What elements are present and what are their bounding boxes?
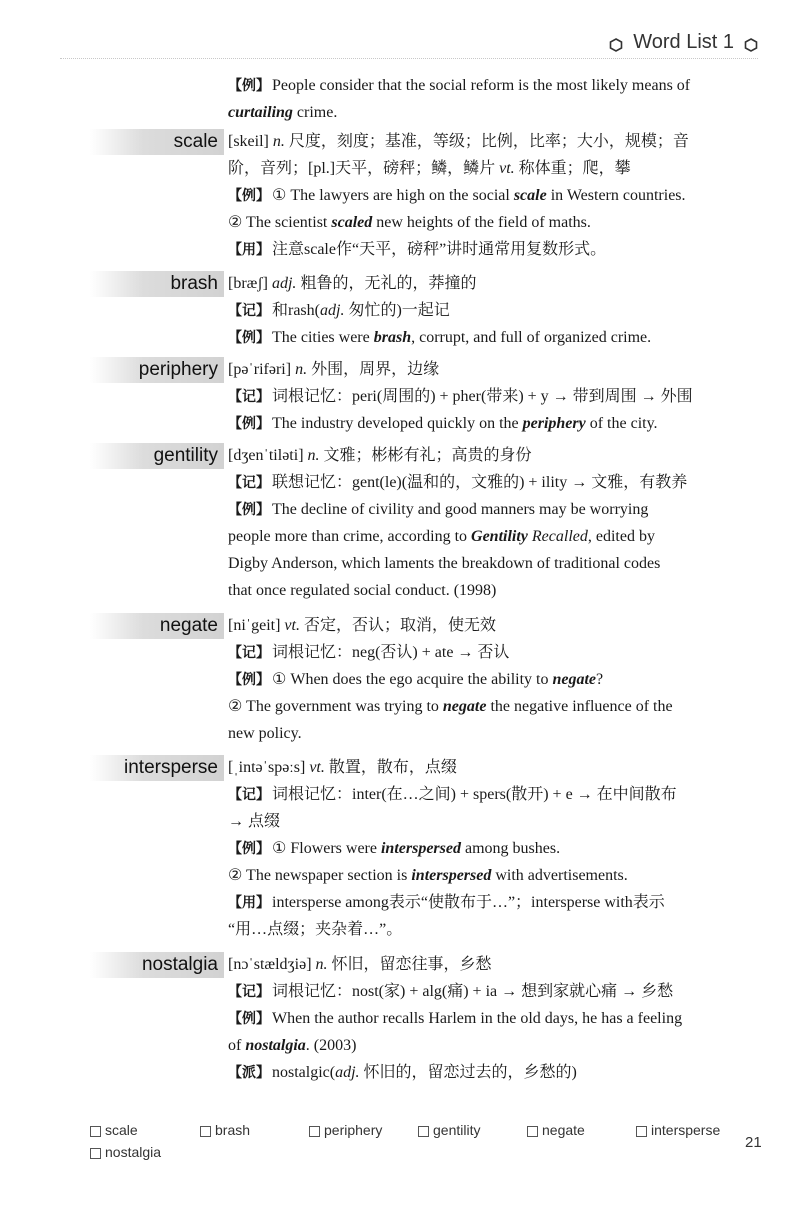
checkbox-icon[interactable]	[90, 1148, 101, 1159]
entry-line: [skeil] n. 尺度，刻度；基准，等级；比例，比率；大小，规模；音	[228, 133, 689, 150]
headword: intersperse	[90, 755, 224, 781]
headword: brash	[90, 271, 224, 297]
checkbox-icon[interactable]	[90, 1126, 101, 1137]
entry-line: [pəˈrifəri] n. 外围，周界，边缘	[228, 361, 440, 378]
entry-line: 【记】 词根记忆：inter(在…之间) + spers(散开) + e → 在中间散布	[228, 786, 677, 803]
entry-body	[228, 72, 754, 126]
checklist-item[interactable]: nostalgia	[90, 1144, 161, 1160]
entry-line: [ˌintəˈspəːs] vt. 散置，散布，点缀	[228, 759, 457, 776]
page-header	[609, 28, 758, 56]
entry-line: 【记】 词根记忆：neg(否认) + ate → 否认	[228, 644, 510, 661]
entry-line: 【派】 nostalgic(adj. 怀旧的，留恋过去的，乡愁的)	[228, 1064, 577, 1081]
entry-line: 【例】 ① When does the ego acquire the ability to negate?	[228, 671, 604, 688]
entry-line: “用…点缀；夹杂着…”。	[228, 921, 403, 938]
entry-line: new policy.	[228, 725, 302, 742]
entry-body	[228, 442, 754, 604]
entry-line: curtailing crime.	[228, 104, 338, 121]
entry-line: 【例】 People consider that the social reform is the most likely means of	[228, 77, 691, 94]
entry-line: 【用】 注意scale作“天平，磅秤”讲时通常用复数形式。	[228, 241, 607, 258]
entry-line: [bræʃ] adj. 粗鲁的，无礼的，莽撞的	[228, 275, 477, 292]
headword: scale	[90, 129, 224, 155]
entry-line: [niˈgeit] vt. 否定，否认；取消，使无效	[228, 617, 496, 634]
checkbox-icon[interactable]	[418, 1126, 429, 1137]
checklist-item[interactable]: brash	[200, 1122, 250, 1138]
entry-line: of nostalgia. (2003)	[228, 1037, 357, 1054]
entry-line: 【例】 The decline of civility and good manners may be worrying	[228, 501, 649, 518]
header-title: Word List 1	[633, 30, 734, 53]
entry-line: that once regulated social conduct. (1998)	[228, 582, 497, 599]
checkbox-icon[interactable]	[636, 1126, 647, 1137]
header-rule	[60, 58, 758, 59]
entry-line: 【记】 词根记忆：nost(家) + alg(痛) + ia → 想到家就心痛 → 乡愁	[228, 983, 674, 1000]
checklist-item[interactable]: scale	[90, 1122, 138, 1138]
entry-line: → 点缀	[228, 813, 281, 830]
entry-line: ② The newspaper section is interspersed with advertisements.	[228, 867, 628, 884]
entry-line: 【例】 ① The lawyers are high on the social scale in Western countries.	[228, 187, 686, 204]
entry-body	[228, 951, 754, 1086]
checkbox-icon[interactable]	[309, 1126, 320, 1137]
entry-line: 【例】 When the author recalls Harlem in the old days, he has a feeling	[228, 1010, 683, 1027]
headword: nostalgia	[90, 952, 224, 978]
entry-line: ② The scientist scaled new heights of the field of maths.	[228, 214, 591, 231]
checkbox-icon[interactable]	[527, 1126, 538, 1137]
headword: negate	[90, 613, 224, 639]
headword: gentility	[90, 443, 224, 469]
entry-line: 阶，音列；[pl.]天平，磅秤；鳞，鳞片 vt. 称体重；爬，攀	[228, 160, 631, 177]
checklist-item[interactable]: negate	[527, 1122, 585, 1138]
entry-line: 【记】 联想记忆：gent(le)(温和的，文雅的) + ility → 文雅，有教养	[228, 474, 688, 491]
entry-line: 【例】 The industry developed quickly on the periphery of the city.	[228, 415, 658, 432]
entry-line: [dʒenˈtiləti] n. 文雅；彬彬有礼；高贵的身份	[228, 447, 532, 464]
checklist-item[interactable]: periphery	[309, 1122, 382, 1138]
entry-body	[228, 270, 754, 351]
page-number: 21	[745, 1134, 762, 1151]
entry-line: Digby Anderson, which laments the breakdown of traditional codes	[228, 555, 661, 572]
entry-body	[228, 356, 754, 437]
entry-line: 【用】 intersperse among表示“使散布于…”；intersperse with表示	[228, 894, 665, 911]
checkbox-icon[interactable]	[200, 1126, 211, 1137]
entry-body	[228, 612, 754, 747]
hexagon-icon	[744, 35, 758, 49]
entry-line: 【例】 The cities were brash, corrupt, and full of organized crime.	[228, 329, 652, 346]
entry-line: 【记】 和rash(adj. 匆忙的)一起记	[228, 302, 450, 319]
entry-body	[228, 754, 754, 943]
hexagon-icon	[609, 35, 623, 49]
entry-line: people more than crime, according to Gentility Recalled, edited by	[228, 528, 655, 545]
entry-line: [nɔˈstældʒiə] n. 怀旧，留恋往事，乡愁	[228, 956, 492, 973]
headword: periphery	[90, 357, 224, 383]
checklist-item[interactable]: intersperse	[636, 1122, 720, 1138]
entry-body	[228, 128, 754, 263]
checklist-item[interactable]: gentility	[418, 1122, 480, 1138]
entry-line: 【记】 词根记忆：peri(周围的) + pher(带来) + y → 带到周围 → 外围	[228, 388, 693, 405]
entry-line: 【例】 ① Flowers were interspersed among bushes.	[228, 840, 561, 857]
entry-line: ② The government was trying to negate the negative influence of the	[228, 698, 673, 715]
